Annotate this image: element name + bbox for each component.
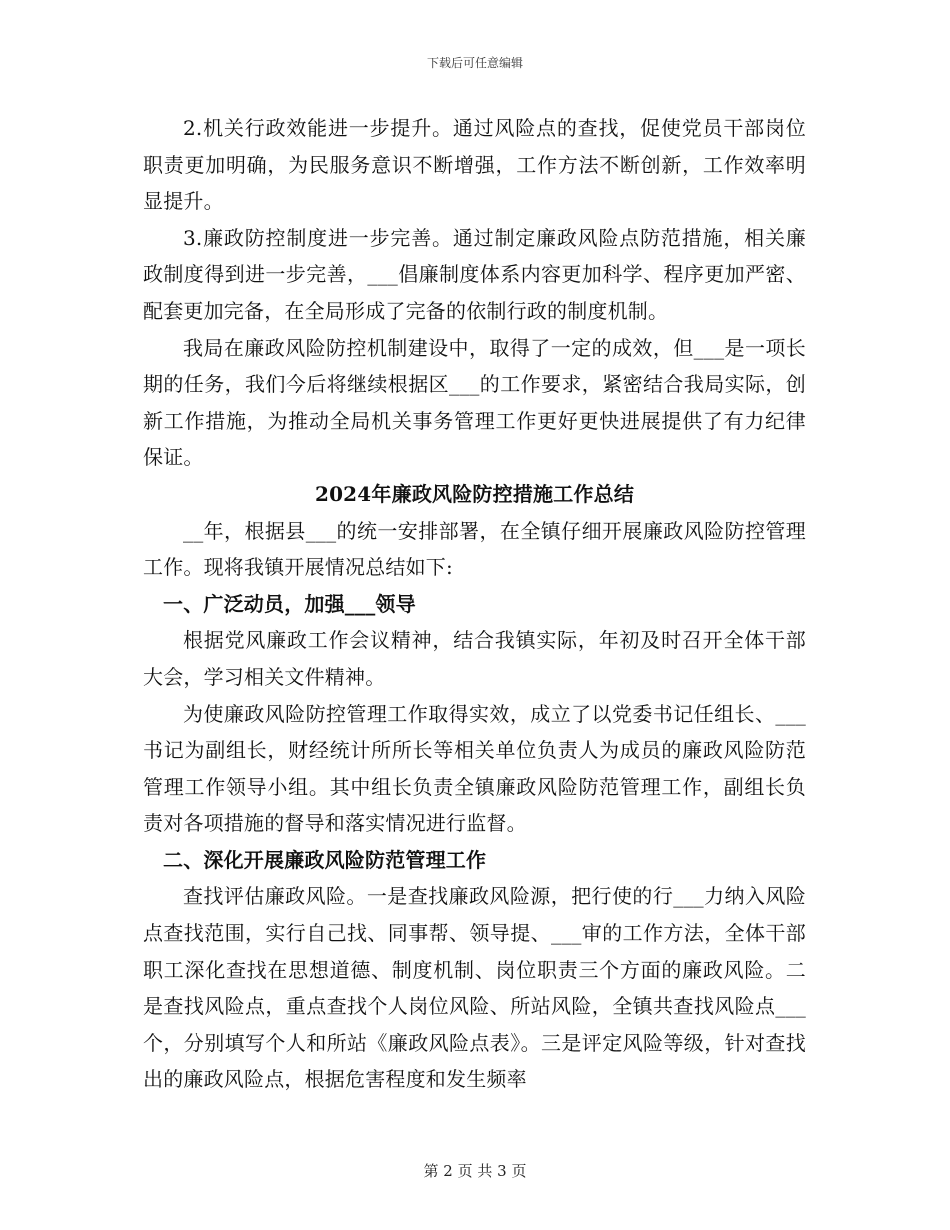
- paragraph-conclusion: 我局在廉政风险防控机制建设中，取得了一定的成效，但___是一项长期的任务，我们今后将继续根据区___的工作要求，紧密结合我局实际，创新工作措施，为推动全局机关事务管理工作更好更快进展提供了有力纪律保证。: [143, 335, 806, 470]
- paragraph-risk-assessment: 查找评估廉政风险。一是查找廉政风险源，把行使的行___力纳入风险点查找范围，实行自己找、同事帮、领导提、___审的工作方法，全体干部职工深化查找在思想道德、制度机制、岗位职责三个方面的廉政风险。二是查找风险点，重点查找个人岗位风险、所站风险，全镇共查找风险点___个，分别填写个人和所站《廉政风险点表》。三是评定风险等级，针对查找出的廉政风险点，根据危害程度和发生频率: [143, 884, 806, 1092]
- page-number: 第 2 页 共 3 页: [423, 1162, 527, 1180]
- header-note: 下载后可任意编辑: [426, 56, 523, 70]
- paragraph-meeting: 根据党风廉政工作会议精神，结合我镇实际，年初及时召开全体干部大会，学习相关文件精神。: [143, 628, 806, 689]
- section-heading-1: 一、广泛动员，加强___领导: [163, 591, 416, 616]
- paragraph-intro: __年，根据县___的统一安排部署，在全镇仔细开展廉政风险防控管理工作。现将我镇开展情况总结如下:: [143, 518, 806, 580]
- paragraph-system: 3.廉政防控制度进一步完善。通过制定廉政风险点防范措施，相关廉政制度得到进一步完善，___倡廉制度体系内容更加科学、程序更加严密、配套更加完备，在全局形成了完备的依制行政的制度机制。: [143, 225, 806, 323]
- paragraph-efficiency: 2.机关行政效能进一步提升。通过风险点的查找，促使党员干部岗位职责更加明确，为民服务意识不断增强，工作方法不断创新，工作效率明显提升。: [143, 116, 806, 214]
- paragraph-leadership: 为使廉政风险防控管理工作取得实效，成立了以党委书记任组长、___书记为副组长，财经统计所所长等相关单位负责人为成员的廉政风险防范管理工作领导小组。其中组长负责全镇廉政风险防范管理工作，副组长负责对各项措施的督导和落实情况进行监督。: [143, 701, 806, 836]
- section-heading-2: 二、深化开展廉政风险防范管理工作: [163, 847, 487, 872]
- document-body: [143, 110, 806, 1098]
- document-title: 2024年廉政风险防控措施工作总结: [314, 481, 635, 506]
